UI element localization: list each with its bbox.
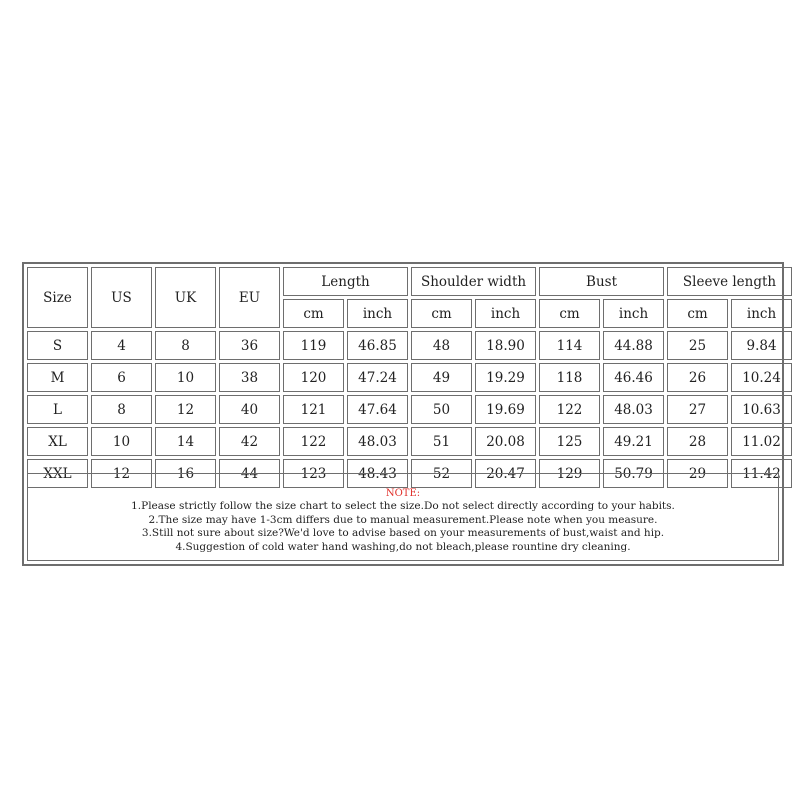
table-cell: 4 [91,331,152,360]
table-cell: 28 [667,427,728,456]
table-row [27,395,792,424]
table-cell: 11.02 [731,427,792,456]
table-cell: 9.84 [731,331,792,360]
table-cell: 121 [283,395,344,424]
table-cell: 118 [539,363,600,392]
table-cell: 51 [411,427,472,456]
table-cell: 52 [411,459,472,488]
table-cell: 26 [667,363,728,392]
length-header: Length [283,267,408,296]
table-cell: 49.21 [603,427,664,456]
size-cell: XL [27,427,88,456]
note-title: NOTE: [385,488,421,499]
size-header: Size [27,267,88,328]
table-cell: 20.08 [475,427,536,456]
table-cell: 120 [283,363,344,392]
unit-inch: inch [603,299,664,328]
table-cell: 42 [219,427,280,456]
table-cell: 10.63 [731,395,792,424]
table-cell: 6 [91,363,152,392]
table-cell: 49 [411,363,472,392]
table-cell: 8 [91,395,152,424]
unit-inch: inch [731,299,792,328]
unit-cm: cm [283,299,344,328]
table-cell: 46.46 [603,363,664,392]
table-cell: 48.03 [347,427,408,456]
size-cell: XXL [27,459,88,488]
shoulder-width-header: Shoulder width [411,267,536,296]
note-line: 3.Still not sure about size?We'd love to advise based on your measurements of bust,waist and hip. [141,527,665,540]
unit-cm: cm [667,299,728,328]
size-cell: M [27,363,88,392]
table-cell: 44 [219,459,280,488]
table-cell: 20.47 [475,459,536,488]
table-cell: 122 [539,395,600,424]
table-cell: 114 [539,331,600,360]
table-cell: 48.03 [603,395,664,424]
size-table [24,264,795,491]
table-cell: 50.79 [603,459,664,488]
note-line: 2.The size may have 1-3cm differs due to manual measurement.Please note when you measure. [148,513,658,526]
table-cell: 18.90 [475,331,536,360]
table-cell: 16 [155,459,216,488]
table-cell: 40 [219,395,280,424]
unit-inch: inch [475,299,536,328]
unit-cm: cm [539,299,600,328]
table-cell: 48 [411,331,472,360]
table-cell: 12 [91,459,152,488]
uk-header: UK [155,267,216,328]
table-cell: 50 [411,395,472,424]
unit-inch: inch [347,299,408,328]
table-cell: 27 [667,395,728,424]
notes-box [27,473,779,561]
table-cell: 47.24 [347,363,408,392]
table-row [27,331,792,360]
table-cell: 122 [283,427,344,456]
size-cell: L [27,395,88,424]
table-cell: 44.88 [603,331,664,360]
table-cell: 29 [667,459,728,488]
size-cell: S [27,331,88,360]
table-cell: 12 [155,395,216,424]
table-cell: 125 [539,427,600,456]
table-cell: 129 [539,459,600,488]
table-cell: 11.42 [731,459,792,488]
table-cell: 46.85 [347,331,408,360]
table-cell: 14 [155,427,216,456]
note-line: 4.Suggestion of cold water hand washing,do not bleach,please rountine dry cleaning. [175,540,631,553]
table-row [27,363,792,392]
note-line: 1.Please strictly follow the size chart to select the size.Do not select directly according to your habits. [131,500,675,513]
sleeve-length-header: Sleeve length [667,267,792,296]
table-cell: 119 [283,331,344,360]
table-cell: 25 [667,331,728,360]
table-cell: 19.69 [475,395,536,424]
unit-cm: cm [411,299,472,328]
table-cell: 10.24 [731,363,792,392]
table-cell: 10 [91,427,152,456]
table-cell: 38 [219,363,280,392]
table-cell: 47.64 [347,395,408,424]
eu-header: EU [219,267,280,328]
table-cell: 48.43 [347,459,408,488]
table-cell: 10 [155,363,216,392]
us-header: US [91,267,152,328]
table-cell: 8 [155,331,216,360]
table-row [27,427,792,456]
table-cell: 36 [219,331,280,360]
size-chart [22,262,784,566]
table-cell: 19.29 [475,363,536,392]
table-cell: 123 [283,459,344,488]
bust-header: Bust [539,267,664,296]
